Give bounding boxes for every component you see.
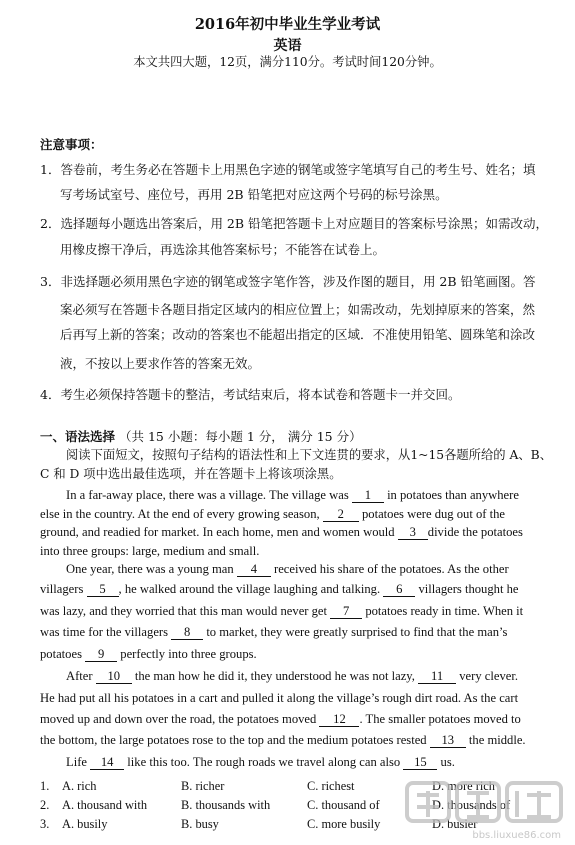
option-number: 1. xyxy=(40,779,50,793)
option-c: C. thousand of xyxy=(307,798,380,812)
option-number: 3. xyxy=(40,817,50,831)
blank-1: 1 xyxy=(352,489,384,503)
passage-line: was time for the villagers 8 to market, they were greatly surprised to find that the man’s xyxy=(40,625,508,639)
option-b: B. busy xyxy=(181,817,219,831)
blank-9: 9 xyxy=(85,648,117,662)
passage-line: moved up and down over the road, the potatoes moved 12 . The smaller potatoes moved to xyxy=(40,712,521,726)
option-a: A. rich xyxy=(62,779,97,793)
option-number: 2. xyxy=(40,798,50,812)
blank-14: 14 xyxy=(90,756,124,770)
note-line: 液，不按以上要求作答的答案无效。 xyxy=(60,356,261,371)
passage-line: In a far-away place, there was a village. The village was 1 in potatoes than anywhere xyxy=(66,488,519,502)
subject-title: 英语 xyxy=(273,38,302,54)
section-heading xyxy=(40,429,362,445)
passage-line: One year, there was a young man 4 received his share of the potatoes. As the other xyxy=(66,562,509,576)
section-scoring: （共 15 小题：每小题 1 分， 满分 15 分） xyxy=(119,429,362,444)
blank-15: 15 xyxy=(403,756,437,770)
note-line: 用橡皮擦干净后，再选涂其他答案标号；不能答在试卷上。 xyxy=(60,242,386,257)
blank-12: 12 xyxy=(319,713,359,727)
option-c: C. richest xyxy=(307,779,355,793)
blank-2: 2 xyxy=(323,508,359,522)
passage-line: the bottom, the large potatoes rose to the top and the medium potatoes rested 13 the middle. xyxy=(40,733,526,747)
passage-line: villagers 5 , he walked around the village laughing and talking. 6 villagers thought he xyxy=(40,582,519,596)
option-b: B. richer xyxy=(181,779,225,793)
exam-info: 本文共四大题，12页，满分110分。考试时间120分钟。 xyxy=(133,55,442,69)
note-line: 4．考生必须保持答题卡的整洁，考试结束后，将本试卷和答题卡一并交回。 xyxy=(40,387,461,402)
passage-line: Life 14 like this too. The rough roads we travel along can also 15 us. xyxy=(66,755,455,769)
blank-4: 4 xyxy=(237,563,271,577)
note-line: 3．非选择题必须用黑色字迹的钢笔或签字笔作答，涉及作图的题目，用 2B 铅笔画图。答 xyxy=(40,274,536,289)
instruction-line: C 和 D 项中选出最佳选项，并在答题卡上将该项涂黑。 xyxy=(40,467,342,481)
passage-line: else in the country. At the end of every growing season, 2 potatoes were dug out of the xyxy=(40,507,506,521)
note-line: 2．选择题每小题选出答案后，用 2B 铅笔把答题卡上对应题目的答案标号涂黑；如需改动， xyxy=(40,216,549,231)
passage-line: potatoes 9 perfectly into three groups. xyxy=(40,647,257,661)
blank-5: 5 xyxy=(87,583,119,597)
option-d: D. more rich xyxy=(432,779,495,793)
option-c: C. more busily xyxy=(307,817,381,831)
blank-7: 7 xyxy=(330,605,362,619)
note-line: 1．答卷前，考生务必在答题卡上用黑色字迹的钢笔或签字笔填写自己的考生号、姓名；填 xyxy=(40,162,536,177)
blank-13: 13 xyxy=(430,734,466,748)
note-line: 写考场试室号、座位号，再用 2B 铅笔把对应这两个号码的标号涂黑。 xyxy=(60,187,448,202)
notes-heading: 注意事项： xyxy=(40,137,103,152)
passage-line: was lazy, and they worried that this man would never get 7 potatoes ready in time. When it xyxy=(40,604,524,618)
note-line: 后再写上新的答案；改动的答案也不能超出指定的区域．不准使用铅笔、圆珠笔和涂改 xyxy=(60,327,536,342)
note-line: 案必须写在答题卡各题目指定区域内的相应位置上；如需改动，先划掉原来的答案，然 xyxy=(60,302,536,317)
watermark-url: bbs.liuxue86.com xyxy=(472,830,561,841)
option-a: A. thousand with xyxy=(62,798,148,812)
exam-title: 2016年初中毕业生学业考试 xyxy=(194,16,381,33)
option-b: B. thousands with xyxy=(181,798,271,812)
option-d: D. thousands of xyxy=(432,798,511,812)
option-a: A. busily xyxy=(62,817,108,831)
passage-line: He had put all his potatoes in a cart and pulled it along the village’s rough dirt road. As the cart xyxy=(40,691,519,705)
passage-line: After 10 the man how he did it, they understood he was not lazy, 11 very clever. xyxy=(66,669,518,683)
passage-line: into three groups: large, medium and small. xyxy=(40,544,260,558)
blank-3: 3 xyxy=(398,526,428,540)
blank-11: 11 xyxy=(418,670,456,684)
section-title: 一、语法选择 xyxy=(40,429,116,444)
blank-10: 10 xyxy=(96,670,132,684)
passage-line: ground, and readied for market. In each home, men and women would 3 divide the potatoes xyxy=(40,525,523,539)
option-d: D. busier xyxy=(432,817,478,831)
blank-6: 6 xyxy=(383,583,415,597)
blank-8: 8 xyxy=(171,626,203,640)
instruction-line: 阅读下面短文，按照句子结构的语法性和上下文连贯的要求，从1~15各题所给的 A、B、 xyxy=(66,448,552,462)
